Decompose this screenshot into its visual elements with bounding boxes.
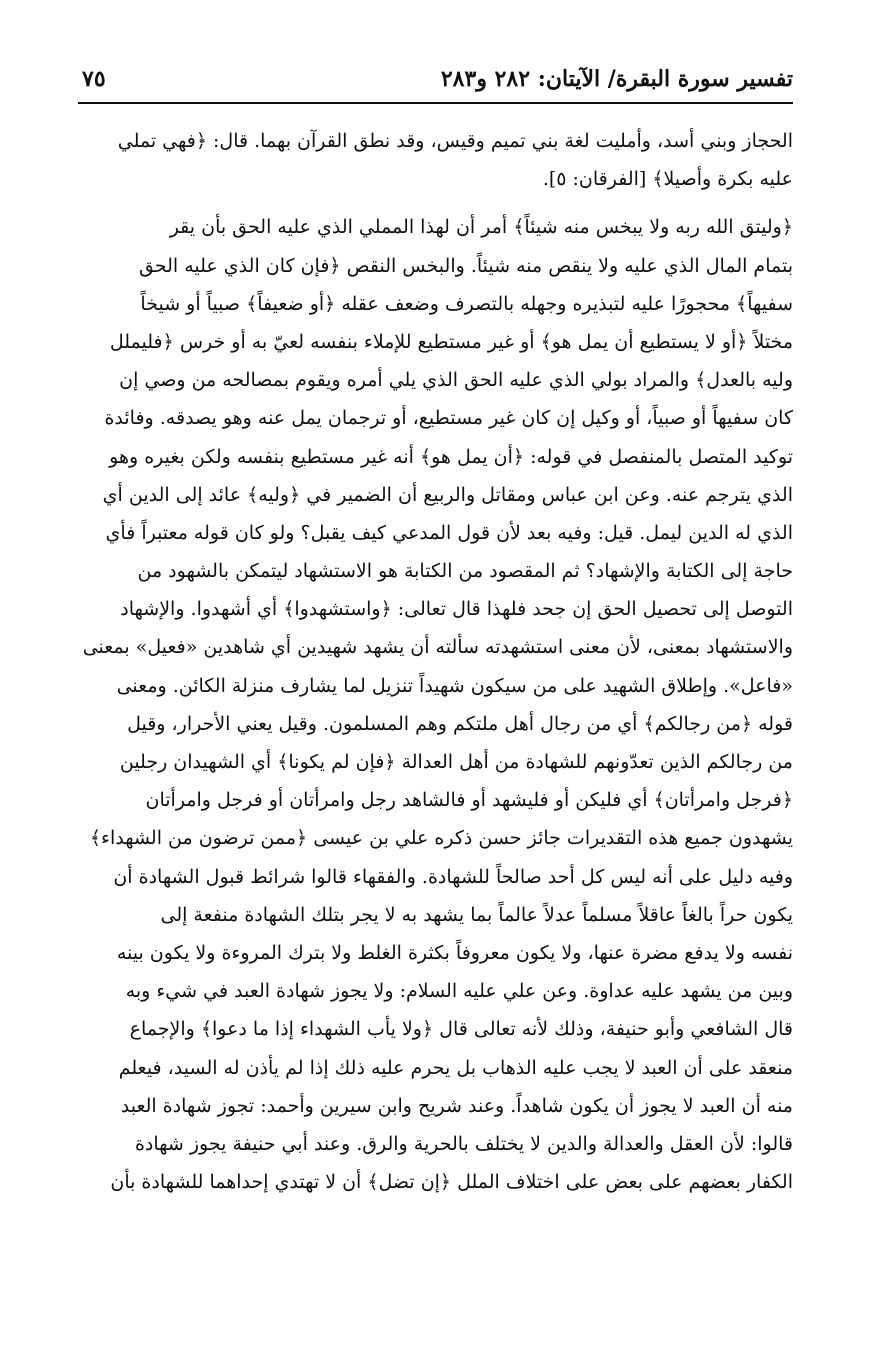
text-line: «فاعل». وإطلاق الشهيد على من سيكون شهيداً تنزيل لما يشارف منزلة الكائن. ومعنى <box>116 674 793 697</box>
text-line: منه أن العبد لا يجوز أن يكون شاهداً. وعند شريح وابن سيرين وأحمد: تجوز شهادة العبد <box>120 1094 793 1117</box>
text-line: وبين من يشهد عليه عداوة. وعن علي عليه السلام: ولا يجوز شهادة العبد في شيء وبه <box>125 980 793 1003</box>
text-line: يشهدون جميع هذه التقديرات جائز حسن ذكره علي بن عيسى ﴿ممن ترضون من الشهداء﴾ <box>89 827 793 850</box>
text-line: ﴿فرجل وامرأتان﴾ أي فليكن أو فليشهد أو فالشاهد رجل وامرأتان أو فرجل وامرأتان <box>145 789 793 812</box>
page-body <box>76 122 793 1201</box>
text-line: الحجاز وبني أسد، وأمليت لغة بني تميم وقيس، وقد نطق القرآن بهما. قال: ﴿فهي تملي <box>117 130 793 152</box>
text-line: يكون حراً بالغاً عاقلاً مسلماً عدلاً عالماً بما يشهد به لا يجر بتلك الشهادة منفعة إلى <box>160 903 793 926</box>
text-line: الكفار بعضهم على بعض على اختلاف الملل ﴿إن تضل﴾ أن لا تهتدي إحداهما للشهادة بأن <box>110 1171 793 1194</box>
text-line: مختلاً ﴿أو لا يستطيع أن يمل هو﴾ أو غير مستطيع للإملاء بنفسه لعيّ به أو خرس ﴿فليملل <box>109 330 793 353</box>
text-line: التوصل إلى تحصيل الحق إن جحد فلهذا قال تعالى: ﴿واستشهدوا﴾ أي أشهدوا. والإشهاد <box>120 598 793 621</box>
text-line: وليه بالعدل﴾ والمراد بولي الذي عليه الحق الذي يلي أمره ويقوم بمصالحه من وصي إن <box>119 369 793 392</box>
text-line: حاجة إلى الكتابة والإشهاد؟ ثم المقصود من الكتابة هو الاستشهاد ليتمكن بالشهود من <box>137 560 793 583</box>
running-title: تفسير سورة البقرة/ الآيتان: ٢٨٢ و٢٨٣ <box>440 66 793 92</box>
text-line: منعقد على أن العبد لا يجب عليه الذهاب بل يحرم عليه ذلك إذا لم يأذن له السيد، فيعلم <box>118 1056 793 1079</box>
text-line: بتمام المال الذي عليه ولا ينقص منه شيئاً. والبخس النقص ﴿فإن كان الذي عليه الحق <box>139 254 793 277</box>
text-line: ﴿وليتق الله ربه ولا يبخس منه شيئاً﴾ أمر أن لهذا المملي الذي عليه الحق بأن يقر <box>169 216 793 239</box>
text-line: توكيد المتصل بالمنفصل في قوله: ﴿أن يمل هو﴾ أنه غير مستطيع بنفسه ولكن بغيره وهو <box>109 445 793 468</box>
page-header <box>78 62 793 104</box>
text-line: والاستشهاد بمعنى، لأن معنى استشهدته سألته أن يشهد شهيدين أي شاهدين «فعيل» بمعنى <box>82 636 793 659</box>
paragraph-gap <box>76 198 793 208</box>
text-line: قالوا: لأن العقل والعدالة والدين لا يختلف بالحرية والرق. وعند أبي حنيفة يجوز شهادة <box>134 1132 793 1155</box>
text-line: قال الشافعي وأبو حنيفة، وذلك لأنه تعالى قال ﴿ولا يأب الشهداء إذا ما دعوا﴾ والإجماع <box>129 1018 793 1041</box>
text-line: الذي يترجم عنه. وعن ابن عباس ومقاتل والربيع أن الضمير في ﴿وليه﴾ عائد إلى الدين أي <box>102 483 793 506</box>
text-line: عليه بكرة وأصيلا﴾ [الفرقان: ٥]. <box>542 168 793 191</box>
text-line: نفسه ولا يدفع مضرة عنها، ولا يكون معروفاً بكثرة الغلط ولا بترك المروءة ولا يكون بينه <box>116 941 793 964</box>
text-line: قوله ﴿من رجالكم﴾ أي من رجال أهل ملتكم وهم المسلمون. وقيل يعني الأحرار، وقيل <box>127 712 793 735</box>
text-line: وفيه دليل على أنه ليس كل أحد صالحاً للشهادة. والفقهاء قالوا شرائط قبول الشهادة أن <box>113 865 793 888</box>
text-line: الذي له الدين ليمل. قيل: وفيه بعد لأن قول المدعي كيف يقبل؟ ولو كان قوله معتبراً فأي <box>105 521 793 544</box>
page-number: ٧٥ <box>82 66 106 92</box>
text-line: سفيهاً﴾ محجورًا عليه لتبذيره وجهله بالتصرف وضعف عقله ﴿أو ضعيفاً﴾ صبياً أو شيخاً <box>140 292 793 315</box>
text-line: كان سفيهاً أو صبياً، أو وكيل إن كان غير مستطيع، أو ترجمان يمل عنه وهو يصدقه. وفائدة <box>104 407 793 430</box>
text-line: من رجالكم الذين تعدّونهم للشهادة من أهل العدالة ﴿فإن لم يكونا﴾ أي الشهيدان رجلين <box>119 751 793 773</box>
